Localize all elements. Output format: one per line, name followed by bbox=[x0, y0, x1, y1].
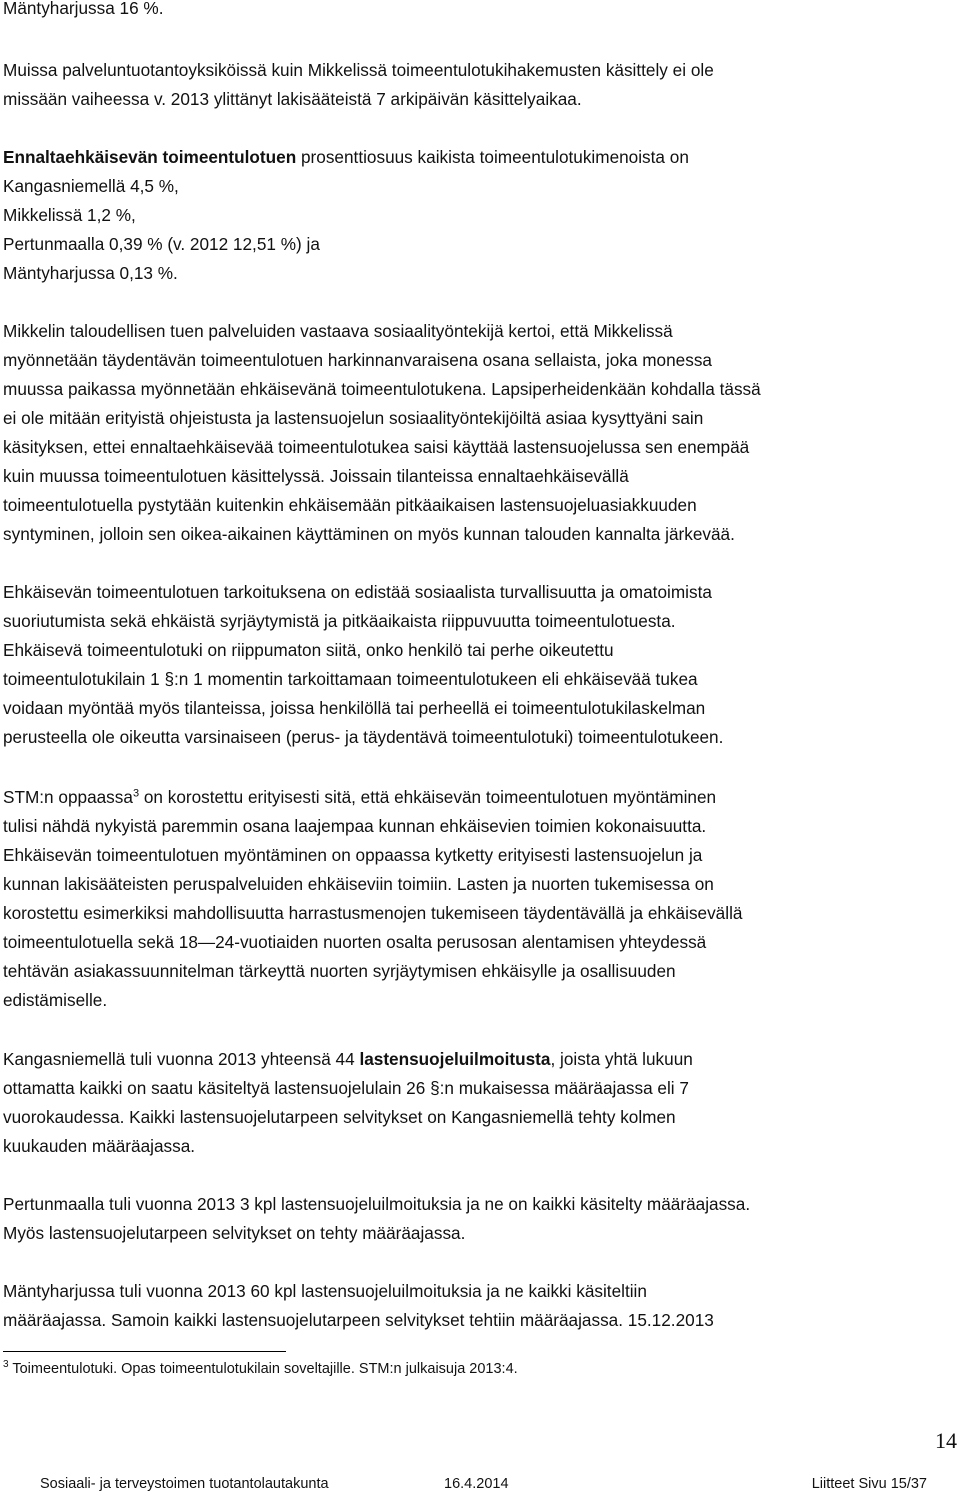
text-line: Ehkäisevän toimeentulotuen myöntäminen on oppaassa kytketty erityisesti lastensuojelun ja bbox=[3, 845, 703, 865]
footnote-reference: 3 bbox=[132, 787, 140, 800]
bold-term: Ennaltaehkäisevän toimeentulotuen bbox=[3, 147, 297, 167]
paragraph-preventive-purpose bbox=[3, 578, 955, 752]
footnote bbox=[3, 1358, 518, 1380]
text-line: ottamatta kaikki on saatu käsiteltyä lastensuojelulain 26 §:n mukaisessa määräajassa eli 7 bbox=[3, 1078, 689, 1098]
text-line: perusteella ole oikeutta varsinaiseen (perus- ja täydentävä toimeentulotuki) toimeentulotukeen. bbox=[3, 727, 724, 747]
text-line: toimeentulotuella sekä 18—24-vuotiaiden nuorten osalta perusosan alentamisen yhteydessä bbox=[3, 932, 707, 952]
text-run: prosenttiosuus kaikista toimeentulotukimenoista on bbox=[296, 147, 689, 167]
text-line: Myös lastensuojelutarpeen selvitykset on tehty määräajassa. bbox=[3, 1223, 466, 1243]
page-number: 14 bbox=[935, 1428, 957, 1453]
text-line: Mikkelissä 1,2 %, bbox=[3, 205, 136, 225]
text-line: toimeentulotuella pystytään kuitenkin ehkäisemään pitkäaikaisen lastensuojeluasiakkuuden bbox=[3, 495, 697, 515]
text-line: tehtävän asiakassuunnitelman tärkeyttä nuorten syrjäytymisen ehkäisylle ja osallisuuden bbox=[3, 961, 676, 981]
footer-date: 16.4.2014 bbox=[444, 1476, 509, 1492]
paragraph-pertunmaa-reports bbox=[3, 1190, 955, 1248]
text-line: kuukauden määräajassa. bbox=[3, 1136, 196, 1156]
text-line bbox=[3, 1045, 955, 1074]
text-line: muussa paikassa myönnetään ehkäisevänä toimeentulotukena. Lapsiperheidenkään kohdalla tässä bbox=[3, 379, 761, 399]
text-run: , joista yhtä lukuun bbox=[550, 1049, 693, 1069]
text-line: myönnetään täydentävän toimeentulotuen harkinnanvaraisena osana sellaista, joka monessa bbox=[3, 350, 712, 370]
paragraph-mikkeli-social-worker bbox=[3, 317, 955, 549]
text-line: Ehkäisevä toimeentulotuki on riippumaton siitä, onko henkilö tai perhe oikeutettu bbox=[3, 640, 614, 660]
text-line: Mikkelin taloudellisen tuen palveluiden vastaava sosiaalityöntekijä kertoi, että Mikkelissä bbox=[3, 321, 673, 341]
text-line bbox=[3, 783, 955, 812]
text-line: missään vaiheessa v. 2013 ylittänyt lakisääteistä 7 arkipäivän käsittelyaikaa. bbox=[3, 89, 582, 109]
text-line: määräajassa. Samoin kaikki lastensuojelutarpeen selvitykset tehtiin määräajassa. 15.12.2013 bbox=[3, 1310, 714, 1330]
text-line: voidaan myöntää myös tilanteissa, joissa henkilöllä tai perheellä ei toimeentulotukilaskelman bbox=[3, 698, 706, 718]
paragraph-stm-guide bbox=[3, 783, 955, 1015]
text-line: kunnan lakisääteisten peruspalveluiden ehkäiseviin toimiin. Lasten ja nuorten tukemisessa on bbox=[3, 874, 714, 894]
text-line: toimeentulotukilain 1 §:n 1 momentin tarkoittamaan toimeentulotukeen eli ehkäisevää tukea bbox=[3, 669, 698, 689]
text-line: suoriutumista sekä ehkäistä syrjäytymistä ja pitkäaikaista riippuvuutta toimeentulotuesta. bbox=[3, 611, 676, 631]
text-line: Mäntyharjussa 16 %. bbox=[3, 0, 164, 18]
text-line: Mäntyharjussa 0,13 %. bbox=[3, 263, 178, 283]
text-line: Pertunmaalla 0,39 % (v. 2012 12,51 %) ja bbox=[3, 234, 320, 254]
text-line bbox=[3, 143, 955, 172]
text-line: Pertunmaalla tuli vuonna 2013 3 kpl lastensuojeluilmoituksia ja ne on kaikki käsitelty määräajassa. bbox=[3, 1194, 751, 1214]
paragraph-mantyharju-reports bbox=[3, 1277, 955, 1335]
bold-term: lastensuojeluilmoitusta bbox=[359, 1049, 551, 1069]
paragraph-mantyharju-percent bbox=[3, 0, 955, 23]
text-line: Mäntyharjussa tuli vuonna 2013 60 kpl lastensuojeluilmoituksia ja ne kaikki käsiteltiin bbox=[3, 1281, 647, 1301]
paragraph-kangasniemi-reports bbox=[3, 1045, 955, 1161]
text-run: Kangasniemellä tuli vuonna 2013 yhteensä 44 bbox=[3, 1049, 360, 1069]
footnote-text: Toimeentulotuki. Opas toimeentulotukilain soveltajille. STM:n julkaisuja 2013:4. bbox=[8, 1361, 518, 1377]
text-run: STM:n oppaassa bbox=[3, 787, 133, 807]
paragraph-processing-time bbox=[3, 56, 955, 114]
text-line: Kangasniemellä 4,5 %, bbox=[3, 176, 179, 196]
text-line: tulisi nähdä nykyistä paremmin osana laajempaa kunnan ehkäisevien toimien kokonaisuutta. bbox=[3, 816, 707, 836]
text-line: kuin muussa toimeentulotuen käsittelyssä. Joissain tilanteissa ennaltaehkäisevällä bbox=[3, 466, 629, 486]
footnote-separator bbox=[3, 1351, 286, 1352]
footnote-marker: 3 bbox=[3, 1359, 9, 1371]
text-line: korostettu esimerkiksi mahdollisuutta harrastusmenojen tukemiseen täydentävällä ja ehkäisevällä bbox=[3, 903, 743, 923]
paragraph-preventive-share bbox=[3, 143, 955, 288]
text-line: syntyminen, jolloin sen oikea-aikainen käyttäminen on myös kunnan talouden kannalta järkevää. bbox=[3, 524, 735, 544]
text-line: käsityksen, ettei ennaltaehkäisevää toimeentulotukea saisi käyttää lastensuojelussa sen enempää bbox=[3, 437, 750, 457]
text-run: on korostettu erityisesti sitä, että ehkäisevän toimeentulotuen myöntäminen bbox=[139, 787, 717, 807]
text-line: Muissa palveluntuotantoyksiköissä kuin Mikkelissä toimeentulotukihakemusten käsittely ei ole bbox=[3, 60, 714, 80]
text-line: vuorokaudessa. Kaikki lastensuojelutarpeen selvitykset on Kangasniemellä tehty kolmen bbox=[3, 1107, 676, 1127]
footer-page-ref: Liitteet Sivu 15/37 bbox=[811, 1476, 927, 1492]
text-line: Ehkäisevän toimeentulotuen tarkoituksena on edistää sosiaalista turvallisuutta ja omatoimista bbox=[3, 582, 712, 602]
text-line: edistämiselle. bbox=[3, 990, 108, 1010]
footer-committee: Sosiaali- ja terveystoimen tuotantolautakunta bbox=[40, 1476, 329, 1492]
text-line: ei ole mitään erityistä ohjeistusta ja lastensuojelun sosiaalityöntekijöiltä asiaa kysyttyäni sain bbox=[3, 408, 704, 428]
